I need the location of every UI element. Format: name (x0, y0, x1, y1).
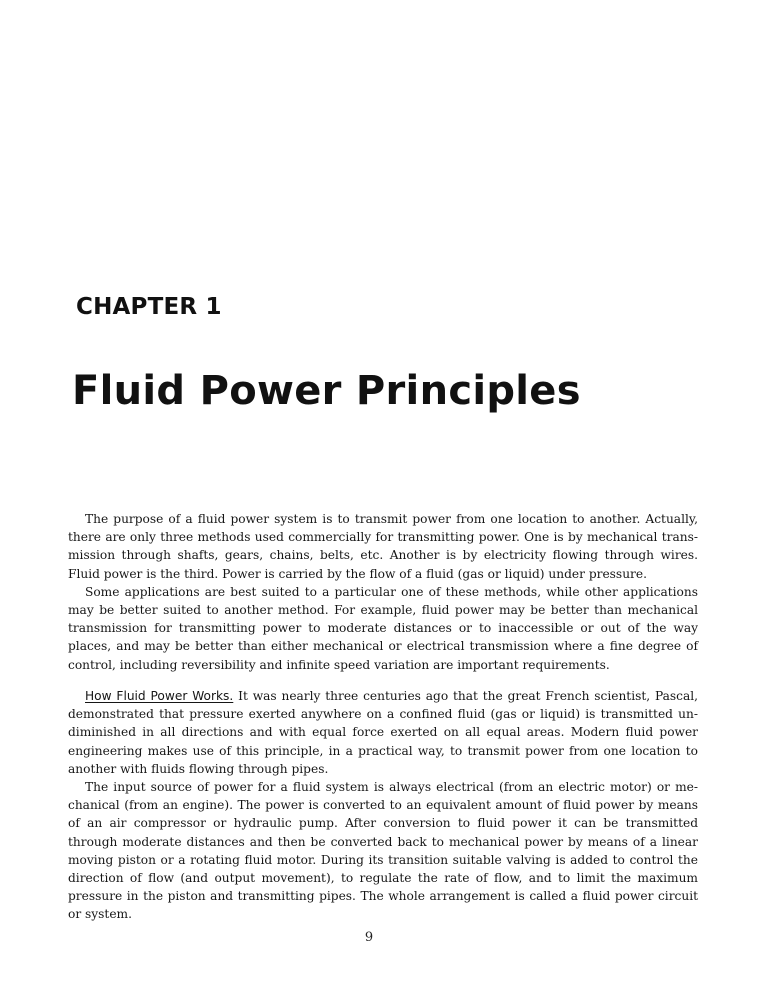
page-number: 9 (364, 930, 374, 945)
how-it-works-paragraph-2: The input source of power for a fluid system is always electrical (from an electric motor) or mechanical (from an engine). The power is converted to an equivalent amount of fluid power by means of an air compressor or hydraulic pump. After conversion to fluid power it can be transmitted through moderate distances and then be converted back to mechanical power by means of a linear moving piston or a rotating fluid motor. During its transition suitable valving is added to control the direction of flow (and output movement), to regulate the rate of flow, and to limit the maximum pressure in the piston and transmitting pipes. The whole arrangement is called a fluid power circuit or system. (68, 780, 698, 922)
how-it-works-paragraph-1 (68, 687, 698, 778)
section-heading: How Fluid Power Works. (85, 689, 234, 703)
intro-section (68, 510, 698, 674)
intro-paragraph-2: Some applications are best suited to a particular one of these methods, while other applications may be better suited to another method. For example, fluid power may be better than mechanical transmission for transmitting power to moderate distances or to inaccessible or out of the way places, and may be better than either mechanical or electrical transmission where a fine degree of control, including reversibility and infinite speed variation are important requirements. (68, 584, 698, 672)
how-it-works-paragraph-1-text: It was nearly three centuries ago that the great French scientist, Pascal, demonstrated that pressure exerted anywhere on a confined fluid (gas or liquid) is transmitted undiminished in all directions and with equal force exerted on all equal areas. Modern fluid power engineering makes use of this principle, in a practical way, to transmit power from one location to another with fluids flowing through pipes. (68, 689, 699, 776)
chapter-title: Fluid Power Principles (72, 368, 581, 414)
intro-paragraph-1: The purpose of a fluid power system is to transmit power from one location to another. Actually, there are only three methods used commercially for transmitting power. One is by mechanical transmission through shafts, gears, chains, belts, etc. Another is by electricity flowing through wires. Fluid power is the third. Power is carried by the flow of a fluid (gas or liquid) under pressure. (68, 512, 698, 581)
chapter-label: CHAPTER 1 (76, 294, 222, 320)
how-it-works-section (68, 687, 698, 924)
